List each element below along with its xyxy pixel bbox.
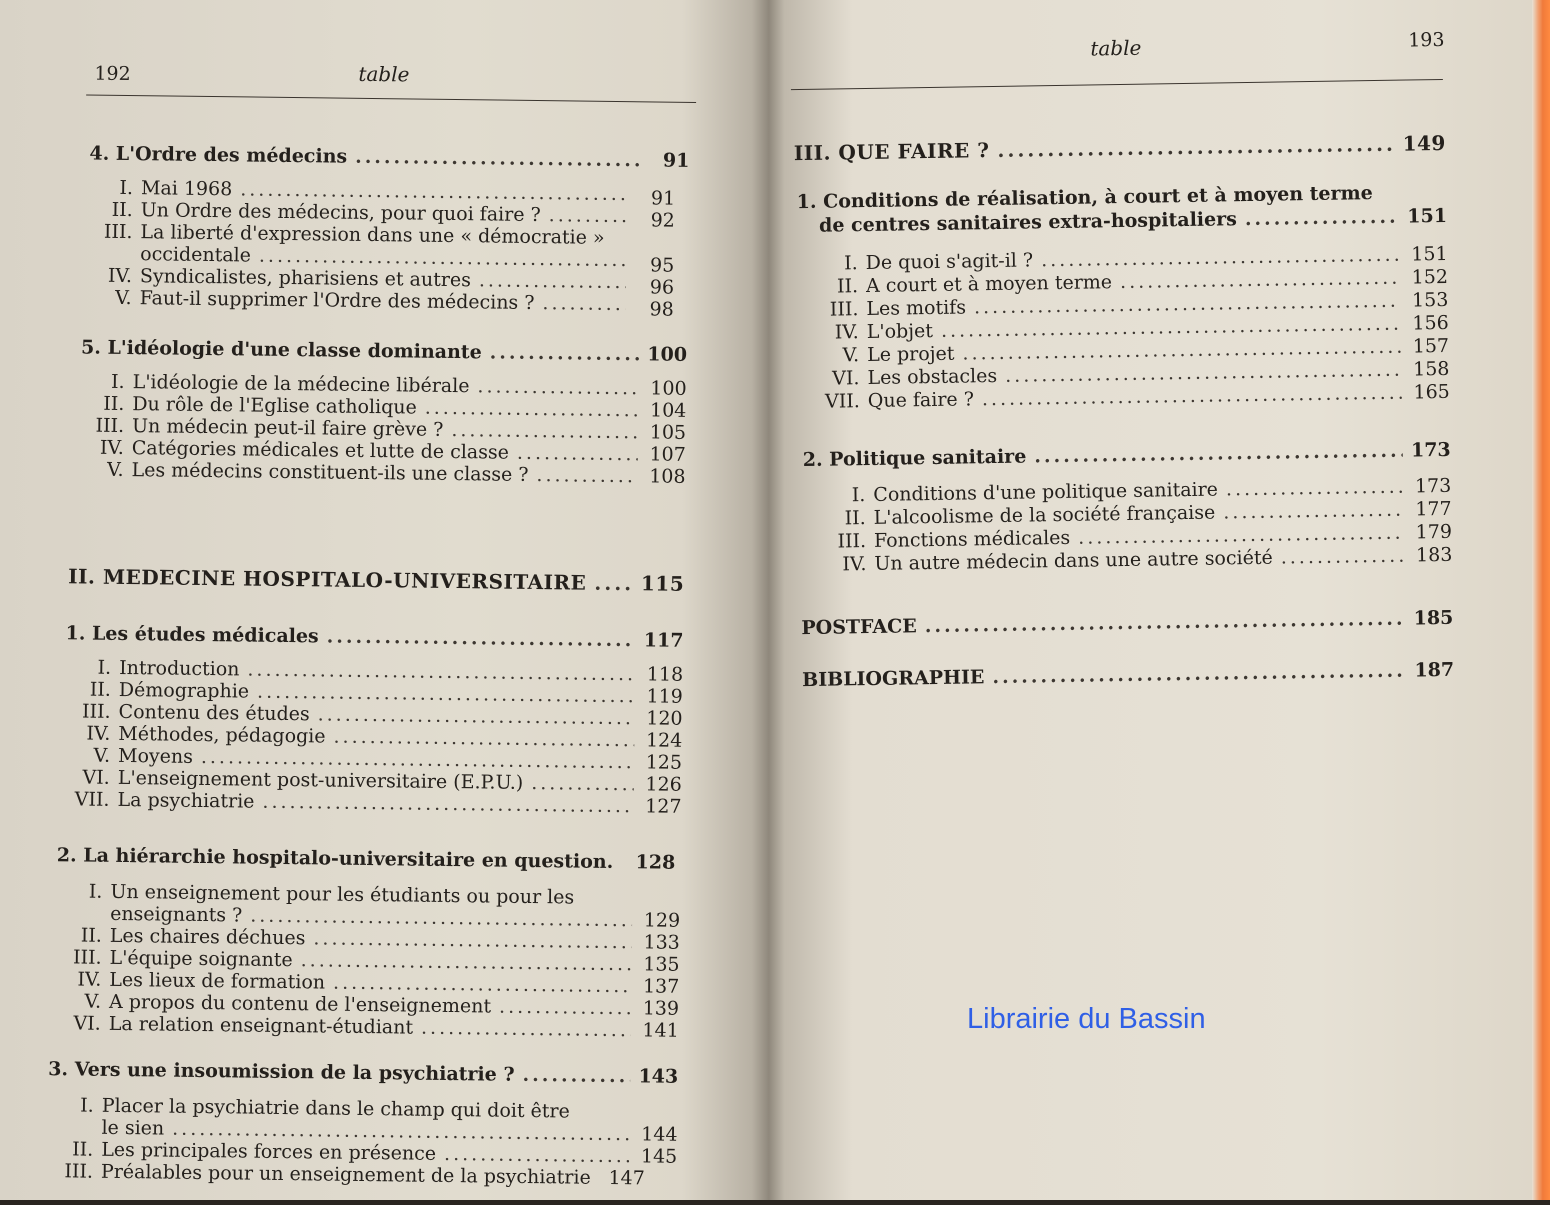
toc-item: V. A propos du contenu de l'enseignement ..... 139 [43, 990, 679, 1020]
toc-item: IV. Méthodes, pédagogie ..... 124 [52, 722, 682, 752]
header-rule-right [791, 79, 1443, 90]
toc-item: VI. L'enseignement post-universitaire (E.P.U.) ..... 126 [52, 766, 682, 796]
toc-item: III. L'équipe soignante ..... 135 [43, 946, 679, 976]
toc-part-3: III. QUE FAIRE ? ..... 149 [794, 131, 1446, 165]
toc-section-5: 5. L'idéologie d'une classe dominante ..... 100 [81, 336, 687, 365]
toc-page-number: 95 [649, 254, 675, 277]
left-page [33, 0, 708, 1204]
toc-page-number: 91 [650, 187, 676, 210]
toc-item: II. Les chaires déchues ..... 133 [44, 924, 680, 954]
toc-item: V. Moyens ..... 125 [52, 744, 682, 774]
toc-item: IV. Un autre médecin dans une autre société ..... 183 [808, 544, 1452, 576]
toc-item: IV. Syndicalistes, pharisiens et autres ..... [74, 264, 634, 293]
toc-bibliographie: BIBLIOGRAPHIE ..... 187 [802, 659, 1454, 691]
book-edge [1532, 0, 1550, 1200]
toc-item-continuation: enseignants ? ..... 129 [110, 903, 680, 932]
toc-section-r2: 2. Politique sanitaire ..... 173 [803, 439, 1451, 471]
toc-item: VII. Que faire ? ..... 165 [802, 381, 1450, 413]
toc-item: I. De quoi s'agit-il ? ..... 151 [800, 243, 1448, 275]
toc-item: I. Un enseignement pour les étudiants ou pour les [88, 880, 575, 909]
toc-item: III. Préalables pour un enseignement de la psychiatrie 147 [64, 1160, 645, 1190]
toc-item: V. Les médecins constituent-ils une classe ? ..... 108 [65, 458, 685, 488]
toc-item: I. Mai 1968 ..... [75, 176, 635, 205]
header-rule-left [86, 94, 696, 102]
toc-section-2-hierarchie: 2. La hiérarchie hospitalo-universitaire en question. 128 [56, 844, 676, 874]
toc-item: I. Introduction ..... 118 [53, 656, 683, 686]
toc-postface: POSTFACE ..... 185 [801, 607, 1453, 639]
toc-page-number: 98 [649, 298, 674, 321]
toc-page-number: 92 [650, 209, 675, 232]
toc-section-r1-line2: de centres sanitaires extra-hospitaliers ..... 151 [819, 205, 1447, 237]
toc-item: II. Démographie ..... 119 [53, 678, 683, 708]
toc-item: II. A court et à moyen terme ..... 152 [800, 266, 1448, 298]
toc-item-continuation: occidentale ..... [140, 243, 634, 271]
toc-item: II. L'alcoolisme de la société française ..... 177 [808, 498, 1452, 530]
watermark-text: Librairie du Bassin [967, 1003, 1206, 1035]
toc-item: I. L'idéologie de la médecine libérale ..... 100 [67, 370, 687, 400]
toc-item: III. Les motifs ..... 153 [800, 289, 1448, 321]
toc-item: II. Les principales forces en présence ..... 145 [35, 1138, 677, 1168]
toc-item: VII. La psychiatrie ..... 127 [51, 788, 681, 818]
toc-item: I. Placer la psychiatrie dans le champ qui doit être [80, 1094, 570, 1123]
toc-section-4: 4. L'Ordre des médecins ..... 91 [89, 143, 689, 172]
running-header-left: table [358, 61, 410, 87]
toc-item: VI. Les obstacles ..... 158 [801, 358, 1449, 390]
toc-section-1-etudes: 1. Les études médicales ..... 117 [65, 622, 683, 652]
toc-item: IV. Les lieux de formation ..... 137 [43, 968, 679, 998]
toc-item: IV. L'objet ..... 156 [801, 312, 1449, 344]
page-number-right: 193 [1408, 28, 1445, 52]
toc-item: I. Conditions d'une politique sanitaire ..... 173 [807, 475, 1451, 507]
toc-item: IV. Catégories médicales et lutte de classe ..... 107 [66, 436, 686, 466]
toc-item: VI. La relation enseignant-étudiant ..... 141 [43, 1012, 679, 1042]
toc-page-number: 96 [649, 276, 675, 299]
running-header-right: table [1090, 35, 1142, 61]
toc-item: V. Le projet ..... 157 [801, 335, 1449, 367]
toc-item: II. Un Ordre des médecins, pour quoi faire ? ..... [75, 198, 635, 227]
toc-section-3-psychiatrie: 3. Vers une insoumission de la psychiatrie ? ..... 143 [48, 1058, 678, 1088]
page-number-left: 192 [94, 62, 131, 86]
toc-item: III. Un médecin peut-il faire grève ? ..... 105 [66, 414, 686, 444]
toc-item: III. La liberté d'expression dans une « démocratie » [103, 220, 605, 249]
toc-section-r1: 1. Conditions de réalisation, à court et à moyen terme [796, 182, 1373, 214]
toc-item: III. Fonctions médicales ..... 179 [808, 521, 1452, 553]
toc-item: II. Du rôle de l'Eglise catholique ..... 104 [66, 392, 686, 422]
toc-part-2: II. MEDECINE HOSPITALO-UNIVERSITAIRE ..... 115 [68, 564, 684, 596]
toc-item: V. Faut-il supprimer l'Ordre des médecins ? ..... [74, 286, 634, 315]
toc-item-continuation: le sien ..... 144 [101, 1117, 677, 1146]
toc-item: III. Contenu des études ..... 120 [52, 700, 682, 730]
